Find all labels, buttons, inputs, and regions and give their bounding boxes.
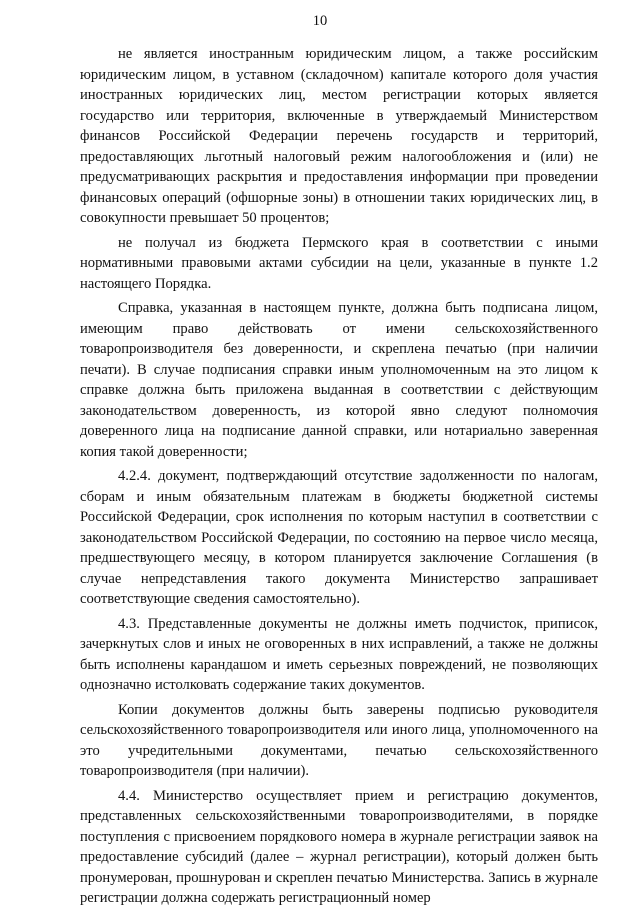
paragraph-certificate-signature: Справка, указанная в настоящем пункте, должна быть подписана лицом, имеющим право действовать от имени сельскохозяйственного товаропроизводителя без доверенности, и скреплена печатью (при наличии печати). В случае подписания справки иным уполномоченным на это лицом к справке должна быть приложена выданная в соответствии с действующим законодательством доверенность, из которой явно следуют полномочия доверенного лица на подписание данной справки, или нотариально заверенная копия такой доверенности; (80, 300, 598, 460)
paragraph-4-2-4: 4.2.4. документ, подтверждающий отсутствие задолженности по налогам, сборам и иным обязательным платежам в бюджеты бюджетной системы Российской Федерации, срок исполнения по которым наступил в соответствии с законодательством Российской Федерации, по состоянию на первое число месяца, предшествующего месяцу, в котором планируется заключение Соглашения (в случае непредставления такого документа Министерство запрашивает соответствующие сведения самостоятельно). (80, 468, 598, 607)
paragraph-copies-certification: Копии документов должны быть заверены подписью руководителя сельскохозяйственного товаропроизводителя или иного лица, уполномоченного на это учредительными документами, печатью сельскохозяйственного товаропроизводителя (при наличии). (80, 701, 598, 779)
paragraph-subsidy-condition: не получал из бюджета Пермского края в соответствии с иными нормативными правовыми актами субсидии на цели, указанные в пункте 1.2 настоящего Порядка. (80, 234, 598, 292)
page-number: 10 (312, 13, 328, 29)
paragraph-offshore-condition: не является иностранным юридическим лицом, а также российским юридическим лицом, в уставном (складочном) капитале которого доля участия иностранных юридических лиц, местом регистрации которых является государство или территория, включенные в утверждаемый Министерством финансов Российской Федерации перечень государств и территорий, предоставляющих льготный налоговый режим налогообложения и (или) не предусматривающих раскрытия и предоставления информации при проведении финансовых операций (офшорные зоны) в отношении таких юридических лиц, в совокупности превышает 50 процентов; (80, 46, 598, 226)
document-body (80, 44, 598, 909)
paragraph-4-4: 4.4. Министерство осуществляет прием и регистрацию документов, представленных сельскохозяйственными товаропроизводителями, в порядке поступления с присвоением порядкового номера в журнале регистрации заявок на предоставление субсидий (далее – журнал регистрации), который должен быть пронумерован, прошнурован и скреплен печатью Министерства. Запись в журнале регистрации должна содержать регистрационный номер (80, 787, 598, 906)
paragraph-4-3: 4.3. Представленные документы не должны иметь подчисток, приписок, зачеркнутых слов и иных не оговоренных в них исправлений, а также не должны быть исполнены карандашом и иметь серьезных повреждений, не позволяющих однозначно истолковать содержание таких документов. (80, 615, 598, 693)
